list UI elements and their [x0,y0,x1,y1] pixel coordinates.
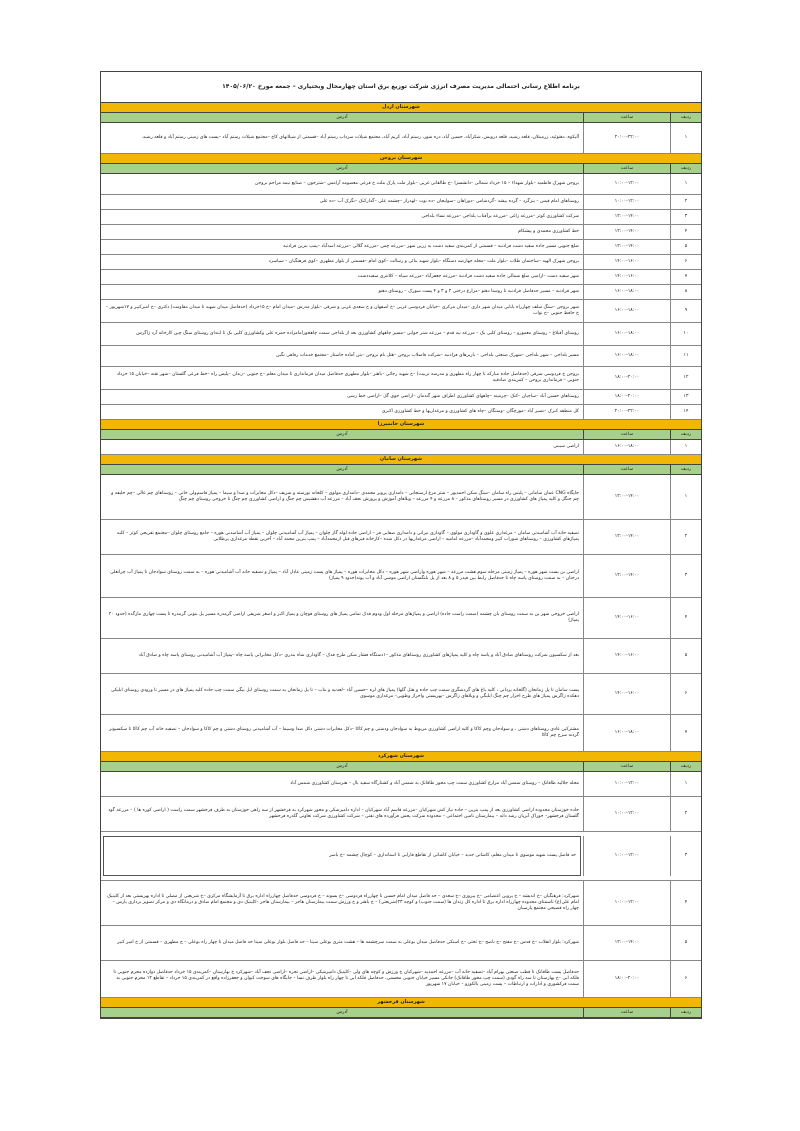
section-heading: شهرستان فرخشهر [101,998,701,1008]
table-row [101,300,701,323]
table-row [101,674,701,715]
header-address: آدرس [336,115,348,120]
row-number: ۹ [670,300,701,322]
row-address: جاده خوزستان محدوده اراضی کشاورزی بعد از پمپ بنزین – جاده نیاز کش شهرکیان –مزرعه قاسم آباد شهرکیان – اداره دامپزشکی و محور شهرکرد به فرخشهر از سه راهی خوزستان به طرف فرخشهر سمت راست ( اراضی کوره ها ) – مزرعه گود گلستان فرخشهر– خوراک آبزیان رشد دانه – بیمارستان تامین اجتماعی – محدوده شرکت پخش فرآورده های نفتی – شرکت کشاورزی شرکت تعاونی گلدره فرخشهر [108,807,579,819]
row-time: ۲۰:۰۰-۲۲:۰۰ [583,405,670,419]
row-time: ۱۰:۰۰-۱۲:۰۰ [583,797,670,831]
table-row [101,174,701,195]
table-row [101,367,701,390]
row-number: ۴ [670,598,701,638]
row-address: مشترکین عادی روستاهای دشتی ، و سوادجان وچم کاکا و کلیه اراضی کشاورزی مربوط به سوادجان ودشتی و چم کاکا –دکل مخابرات دشتی دکل صدا وسیما – آب آشامیدنی روستای دشتی و چم کاکا و سوادجان – تصفیه خانه آب چم کاکا تا سکسیونر گردنه سرخ چم کاکا [108,726,579,738]
row-time: ۱۸:۰۰-۲۰:۰۰ [583,961,670,997]
row-time: ۱۴:۰۰-۱۶:۰۰ [583,639,670,673]
row-time: ۱۸:۰۰-۲۰:۰۰ [583,390,670,404]
table-row [101,270,701,285]
table-header-row [101,762,701,772]
row-time: ۱۶:۰۰-۱۸:۰۰ [583,285,670,299]
header-address: آدرس [336,166,348,171]
row-number: ۱ [670,772,701,796]
row-time: ۱۴:۰۰-۱۶:۰۰ [583,674,670,714]
table-header-row [101,1008,701,1018]
row-number: ۱۴ [670,405,701,419]
table-row [101,772,701,797]
row-time: ۱۲:۰۰-۱۴:۰۰ [583,210,670,224]
table-header-row [101,113,701,123]
table-row [101,555,701,598]
row-number: ۴ [670,881,701,925]
header-time: ساعت [583,113,670,122]
table-row [101,639,701,674]
row-time: ۱۲:۰۰-۱۴:۰۰ [583,926,670,960]
table-row [101,926,701,961]
row-number: ۶ [670,255,701,269]
row-number: ۳ [670,555,701,597]
row-address: شهر بروجن –سنگ سلف چهارراه بابایی میدان شهر داری –میدان مرکزی –خیابان فردوسی غربی –خ اصفهان و خ سعدی غربی و شرقی –بلوار مدرس –میدان امام –خ ۱۵خرداد (حدفاصل میدان شهید تا میدان مقاومت) دکتری –خ امیرکبیر و ۱۷شهریور –خ حافظ جنوبی –خ نواب [105,304,579,316]
header-row-number: ردیف [670,164,701,173]
row-address: آلیکوه، دهنوئیه، زرمینلان، قلعه رشید، قلعه درویش، شکرآباد، حسین آباد، دره شور، رستم آباد، کریم آباد، مجتمع شیلات سرداب رستم آباد –قسمتی از شیلاتهای کاج –مجتمع شیلات رستم آباد –پست های زمینی رستم آباد و قلعه رشید. [141,134,579,140]
table-row [101,210,701,225]
row-time: ۱۲:۰۰-۱۴:۰۰ [583,520,670,554]
row-number: ۱ [670,475,701,519]
row-time: ۱۶:۰۰-۱۸:۰۰ [583,300,670,322]
row-address: بعد از سکسیون شرکت روستاهای صادق آباد و پاسه چاه و کلیه پمپاژهای کشاورزی روستاهای مذکور –۱دستگاه فشار شکن طرح فدک – گاوداری شاه بندری –دکل مخابراتی پاسه چاه –پمپاژ آب آشامیدنی روستای پاسه چاه و صادق آباد [138,652,579,658]
header-time: ساعت [583,164,670,173]
table-row [101,240,701,255]
header-time: ساعت [583,465,670,474]
header-address: آدرس [336,1010,348,1015]
table-row [101,961,701,998]
row-address: شرکت کشاورزی کوثر –مزرعه زاغی –مزرعه برآفتاب بلداجی –مزرعه نساء بلداجی [421,213,579,219]
row-time: ۱۶:۰۰-۱۸:۰۰ [583,346,670,366]
table-row [101,123,701,154]
row-number: ۲ [670,195,701,209]
section-heading: شهرستان بروجن [101,154,701,164]
row-address: روستای آقبلاغ – روستای معمورو – روستای کلیی بک – مزرعه نیه قدم – مزرعه شتر خوابی –مسیر چاههای کشاورزی بعد از بلداجی سمت چاهخورامامزاده حمزه علی وکشاورزی کلیی بک تا ابتدای روستای سنگ چین کارخانه آرد زاگرس [136,330,579,336]
row-address: حدفاصل پست طاقانک تا قطب صنعتی بهرام آباد –تصفیه خانه آب –مزرعه احمدیه –شهرکیان خ ورزش و کوچه های ولی –کلینیک دامپزشکی –اراضی تجره –اراضی نجف آباد –شهرکرد خ بهارستان –کمربندی ۱۵ خرداد حدفاصل دوازده محرم جنوبی تا فلکه ابی –خ بهارستان تا سه راه گودی (سمت چپ محور طاقانک) جانکی مسیر خیابان جنوبی محسنی، حدفاصل فلکه ابی تا چهار راه بلوار طرف نسا – جایگاه های سوخت کیوان و جعفرزاده واقع در کمربندی ۱۵ خرداد – تقاطع ۱۲ محرم جنوبی به سمت فرکشوری و ادارات و ارتباطات – پست زمینی بالکوزو – خیابان ۱۷ شهریور [113,969,579,988]
row-number: ۲ [670,520,701,554]
row-address: بروجن خ فردوسی شرقی (حدفاصل جاده مبارکه تا چهار راه مطهری و مدرسه تربیت) –خ شهید رجائی –باهنر –بلوار مطهری حدفاصل میدان فرمانداری تا میدان معلم –خ جنوبی –زندان –پلیس راه –خط فرعی گلستان –شهر نقنه –خیابان ۱۵ خرداد جنوبی – فرمانداری بروجن – کمربندی صادقیه [116,371,579,383]
row-number: ۶ [670,674,701,714]
header-time: ساعت [583,430,670,439]
row-address: تصفیه خانه آب آشامیدنی سامان – مرغداری علوی و گاوداری مولوی – گاوداری نیرانی و دامداری صفایی فر – اراضی جاده لوله گاز چلوان – پمپاژ آب آشامیدنی چلوان – پمپاژ آب آشامیدنی هوره – جامع روستای چلوان –مجتمع تفریحی کوثر – کلیه پمپاژهای کشاورزی – روستاهای شوراب کبیر ومحمدآباد –مزرعه امامیه – اراضی مرغداریها در دکل شده –کارخانه فیرهای قبل ازمحمدآباد – پمپ بنزین محمد آباد – آخرین نقطه مرغداری پرطلایی [116,530,579,542]
row-address: کل منطقه کبرک –نصیر آباد –مورچگان –وستگان –چاه های کشاورزی و مرغداریها و خط کشاورزی اکبری [381,408,579,414]
table-row [101,323,701,346]
table-row [101,255,701,270]
row-time: ۱۰:۰۰-۱۲:۰۰ [583,836,670,876]
row-number: ۷ [670,715,701,751]
row-time: ۱۲:۰۰-۱۴:۰۰ [583,555,670,597]
row-time: ۱۴:۰۰-۱۶:۰۰ [583,598,670,638]
row-address: اراضی سیبنی [553,443,579,449]
row-time: ۱۲:۰۰-۱۴:۰۰ [583,240,670,254]
table-row [101,346,701,367]
row-time: ۱۰:۰۰-۱۲:۰۰ [583,772,670,796]
row-number: ۵ [670,926,701,960]
table-row [101,832,701,881]
section-heading: شهرستان شهرکرد [101,752,701,762]
section-heading: شهرستان سامان [101,455,701,465]
row-time: ۱۴:۰۰-۱۶:۰۰ [583,255,670,269]
row-address: شهرکرد: فرهنگیان –خ اندیشه – خ پروین اعتصامی –خ پیروزی –خ سعدی – حد فاصل میدان امام حسین تا چهارراه فردوسی –خ بسوند – خ فردوسی حدفاصل چهارراه اداره برق تا آزمایشگاه مرکزی –خ شریعتی از مصلی تا اداره بهزیستی بعد از کلینیک امام علی(ع) تاسمتای محدوده چهارراه اداره برق تا اداره کل زندان ها (سمت جنوب) و کوچه ۲۳(شریعتی) – خ باهنر و خ ورزش سمت بیمارستان هاجر – بیمارستان هاجر –کلینیک دی و مجتمع امام صادق و درمانگاه دی و مرکز تصویر برداری پارس –چهار راه فصیحی مجتمع پارسیان [107,893,579,912]
row-address: روستاهای امام قیس – بیژگرد – گرده بیشه –گردشامی –دوراهان –سولیجان –ده نوت –لهدراز –چشمه علی –گدارکبک –نگرک آب –ده علی [319,198,579,204]
section-heading: شهرستان خانمیرزا [101,420,701,430]
section-heading: شهرستان اردل [101,103,701,113]
row-number: ۱۲ [670,367,701,389]
row-number: ۱ [670,440,701,454]
row-time: ۱۶:۰۰-۱۸:۰۰ [583,715,670,751]
header-row-number: ردیف [670,1008,701,1017]
row-address: اراضی بن بست شهر هوره – پمپاژ زمینی مرحله سوم هشت مزرعه – شهر هوره واراضی شهر هوره – دکل مخابرات هوره – پمپاژ های پست زمینی عادل آباد – پمپاژ و تصفیه خانه آب آشامیدنی هوره – به سمت روستای سوادجان تا پمپاژ آب چرانغلی درختان – به سمت روستای پاسه چاه تا حدفاصل رابط بین فیدر ۵ و ۸ بعد از پل بلنگستان اراضی موسی آباد و آب پونه(حدود ۹ پمپاژ) [110,569,579,581]
row-address: خط کشاورزی محمدی و پیشکام [518,228,579,234]
row-address: شهرکرد: بلوار انقلاب –خ قدس –خ مفتح –خ ناصح –خ تختی –خ استکی حدفاصل میدان بوعلی به سمت سرچشمه ها – هشت متری بوعلی سینا – حد فاصل بلوار بوعلی سینا حد فاصل میدان تا چهار راه بوعلی – خ مطهری – قسمتی از خ امیر کبیر [117,939,579,945]
row-time: ۱۰:۰۰-۱۲:۰۰ [583,881,670,925]
table-row [101,405,701,420]
row-time: ۱۲:۰۰-۱۴:۰۰ [583,475,670,519]
row-address: محله جلالیه طاقانک – روستای شمس آباد مزارع کشاورزی سمت چپ محور طاقانک به شمس آباد و کشتارگاه سفید بال – هنرستان کشاورزی شمس آباد [290,780,579,786]
header-time: ساعت [583,1008,670,1017]
table-row [101,440,701,455]
row-number: ۱۳ [670,390,701,404]
table-row [101,285,701,300]
table-row [101,598,701,639]
row-address: مسیر بلداجی – شهر بلداجی –شهرک صنعتی بلداجی – باربرهای فرادنبه –شرکت فاضلاب بروجن –هتل بام بروجن –بتن آماده خاستار –مجتمع خدمات رفاهی نگین [276,352,579,358]
header-address: آدرس [336,764,348,769]
header-time: ساعت [583,762,670,771]
outage-schedule-document [100,71,702,1019]
row-number: ۶ [670,961,701,997]
row-time: ۲۰:۰۰-۲۲:۰۰ [583,123,670,153]
row-time: ۱۶:۰۰-۱۸:۰۰ [583,323,670,345]
row-address: روستاهای حسین آباد –ساجیان –کنک –چرمینه –چاههای کشاورزی اطراف شهر گندمان –اراضی جوی گل –اراضی خط رسی [347,393,579,399]
header-address: آدرس [336,432,348,437]
header-row-number: ردیف [670,465,701,474]
header-address: آدرس [336,467,348,472]
row-time: ۱۰:۰۰-۱۲:۰۰ [583,174,670,194]
row-number: ۵ [670,639,701,673]
header-row-number: ردیف [670,430,701,439]
row-number: ۴ [670,225,701,239]
row-address: شهر فرادنبه – مسیر حدفاصل فرادنبه تا روستا دهنو –مزارع درختی ۲ و ۳ و ۴ پست سورک – روستای دهنو [378,288,579,294]
row-address: اراضی خروجی شهر بن به سمت روستای بان چشمه (سمت راست جاده) اراضی و پمپاژهای مرحله اول ودوم فدک تمامی پمپاژ های روستای قوچان و پمپاژ اکبر و اصغر شریفی اراضی گرمدره مسیر پل بنونی گرمدره تا پست چهاری مازگده (حدود ۲۰ پمپاژ) [108,611,579,623]
row-number: ۱ [670,174,701,194]
header-row-number: ردیف [670,113,701,122]
row-address: ضلع جنوبی مسیر جاده سفید دشت فرادنبه – قسمتی از کمربندی سفید دشت به زرین شهر –مزرعه چمن –مزرعه گلالی –مزرعه اسدآباد –پمپ بنزین فرادنبه [283,243,579,249]
row-number: ۱۱ [670,346,701,366]
row-time: ۱۰:۰۰-۱۲:۰۰ [583,195,670,209]
table-row [101,225,701,240]
table-row [101,390,701,405]
table-header-row [101,164,701,174]
table-row [101,195,701,210]
table-row [101,881,701,926]
row-number: ۵ [670,240,701,254]
table-header-row [101,430,701,440]
row-time: ۱۸:۰۰-۲۰:۰۰ [583,367,670,389]
row-time: ۱۲:۰۰-۱۴:۰۰ [583,225,670,239]
row-number: ۳ [670,210,701,224]
table-row [101,797,701,832]
row-number: ۱۰ [670,323,701,345]
row-address: پست سامان تا پل زمانخان (گلخانه یزدانی ، کلیه باغ های گردشگری سمت چپ جاده و هتل گلها) پمپاژ های لره –حسین آباد –لعدنیه و بناب – تا پل زمانخان به سمت روستای ابل بیگی سمت چپ جاده کلیه پمپاژ های در مسیر تا ورودی روستای ابلیکی دهکده زاگرس پمپاژ های طرح احرار چم چنگ ابلیگی و ویلاهای زاگرس –بهزیستی واحراز وطویی– مرغداری موسوی [110,687,579,699]
table-header-row [101,465,701,475]
row-number: ۱ [670,123,701,153]
sections-container [101,103,701,1018]
row-time: ۱۶:۰۰-۱۸:۰۰ [583,440,670,454]
row-number: ۳ [670,836,701,876]
header-row-number: ردیف [670,762,701,771]
row-number: ۸ [670,285,701,299]
row-time: ۱۴:۰۰-۱۶:۰۰ [583,270,670,284]
row-address: شهر سفید دشت –اراضی ضلع شمالی جاده سفید دشت فرادنبه –مزرعه جعفرآباد –مزرعه سیاه – کلانتری سفیددشت [357,273,579,279]
row-address: بروجن شهرک الهیه –ساختمان طلاب –بلوار ملت –محله جهارصد دستگاه –بلوار شهید بنائی و رسالت –کوی امام –قسمتی از بلوار مطهری –کوی فرهنگیان – سیاسرد [268,258,579,264]
table-row [101,715,701,752]
row-address: جایگاه CNG عمان سامانی – پلیس راه سامان –سنگ شکن احمدپور – شتر مرغ ارسنجانی – دامداری پرویز محمدی –دامداری مولوی – کلخانه نورسته و شریف –دکل مخابرات و صدا و سیما – پمپاژ قاسم‌ولی خانی – روستاهای چم عالی –چم خلیفه و چم جنگل و کلیه پمپاژ های کشاورزی در مسیر روستاهای مذکور – ۸ مزرعه و ۴ مزرعه – ویلاهای آموزش و پرورش نجف آباد – مزرعه آب دهشیش چم جنگ و اراضی کشاورزی چم چنگ تا خروجی روستای چم چنگ [111,490,579,502]
row-number: ۷ [670,270,701,284]
document-title: برنامه اطلاع رسانی احتمالی مدیریت مصرف انرژی شرکت توزیع برق استان چهارمحال وبختیاری – جمعه مورخ ۱۴۰۵/۰۶/۲۰ [101,72,701,103]
table-row [101,520,701,555]
row-address: حد فاصل پست شهید موسوی تا میدان معلم، کاشانی جدید – خیابان کاشانی از تقاطع فارابی تا استانداری – کوچال چشمه –خ یاسر [103,836,581,876]
row-number: ۲ [670,797,701,831]
row-address: بروجن شهرک فاطمیه –بلوار شهداء – ۱۵ خرداد شمالی –دانشسرا –خ طالقانی غربی –بلوار ملت پارک ملت خ فرعی معصومه آرامش –شترخون – صنایع نیمه مزاحم بروجن [254,180,579,186]
table-row [101,475,701,520]
